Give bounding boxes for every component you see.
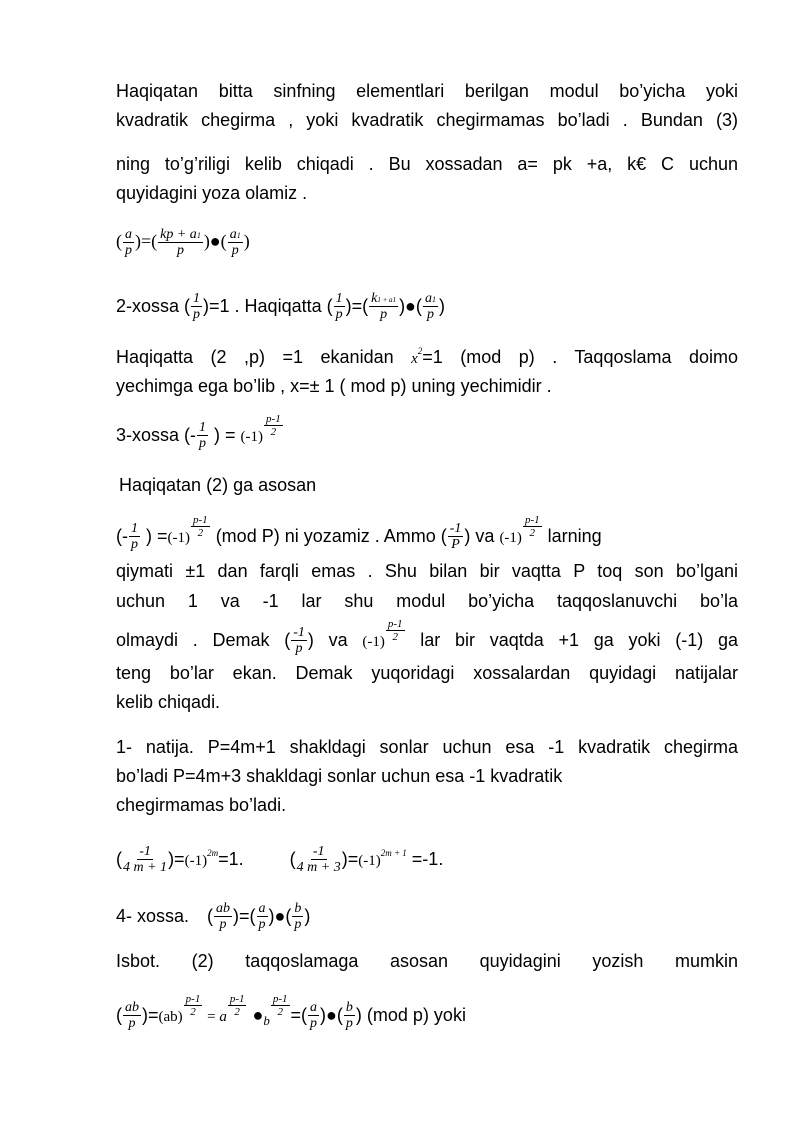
fraction-1-p: $\frac{1}{p}$ (193, 291, 201, 322)
formula-3: ( $\frac{ab}{p}$ )=(ab) $\frac{p-1}{2}$ = a $\frac{p-1}{2}$ $●_b$ $\frac{p-1}{2}$ =( $\frac{a}{p}$ )●( $\frac{b}{p}$ ) (mod p) yoki (116, 993, 466, 1031)
haqiqatan-2: Haqiqatan (2) ga asosan (119, 475, 317, 495)
fraction-1-p-4: $\frac{1}{p}$ (131, 521, 138, 552)
fraction-1-p-3: $\frac{1}{p}$ (199, 420, 207, 451)
fraction-a-p: $\frac{a}{p}$ (125, 227, 132, 258)
natija1-line2: bo’ladi P=4m+3 shakldagi sonlar uchun esa -1 kvadratik (116, 766, 563, 786)
paragraph1-line1: Haqiqatan bitta sinfning elementlari berilgan modul bo’yicha yoki (116, 81, 738, 101)
natija1-line1: 1- natija. P=4m+1 shakldagi sonlar uchun esa -1 kvadratik chegirma (116, 737, 738, 757)
exponent-p-1-2: $\frac{p-1}{2}$ (266, 413, 281, 438)
paragraph1-line4: quyidagini yoza olamiz . (116, 183, 308, 203)
isbot-line: Isbot. (2) taqqoslamaga asosan quyidagini yozish mumkin (116, 951, 738, 971)
natija1-line3: chegirmamas bo’ladi. (116, 795, 287, 815)
formula-2: ( $\frac{-1}{4 m + 1}$ )$=(-1)^{2m}=1$. ( $\frac{-1}{4 m + 3}$ )$=(-1)^{2m + 1} =-1$. (116, 844, 444, 875)
paragraph3-line4: olmaydi . Demak ( $\frac{-1}{p}$ ) va (-1) $\frac{p-1}{2}$ lar bir vaqtda +1 ga yoki (-1) ga (116, 618, 738, 656)
fraction-k1a1-p: $\frac{k1 + a1}{p}$ (371, 291, 397, 322)
paragraph2-line2: yechimga ega bo’lib , x=± 1 ( mod p) uning yechimidir . (116, 376, 552, 396)
paragraph1-line2: kvadratik chegirma , yoki kvadratik chegirmamas bo’ladi . Bundan (3) (116, 110, 738, 130)
paragraph3-line5: teng bo’lar ekan. Demak yuqoridagi xossalardan quyidagi natijalar (116, 663, 738, 683)
xossa-4: 4- xossa. ( $\frac{ab}{p}$ )=( $\frac{a}{p}$ )●( $\frac{b}{p}$ ) (116, 901, 311, 932)
fraction-a1-p-2: $\frac{a1}{p}$ (424, 291, 436, 322)
fraction-a1-p: $\frac{a1}{p}$ (229, 227, 241, 258)
paragraph3-line2: qiymati ±1 dan farqli emas . Shu bilan bir vaqtta P toq son bo’lgani (116, 561, 738, 581)
paragraph2-line1: Haqiqatta (2 ,p) =1 ekanidan $x^2=1$ (mod p) . Taqqoslama doimo (116, 346, 738, 367)
paragraph3-line6: kelib chiqadi. (116, 692, 221, 712)
fraction-1-p-b: $\frac{1}{p}$ (335, 291, 343, 322)
paragraph3-line3: uchun 1 va -1 lar shu modul bo’yicha taqqoslanuvchi bo’la (116, 591, 738, 611)
xossa-2: 2-xossa ( $\frac{1}{p}$ )=1 . Haqiqatta ( $\frac{1}{p}$ )=( $\frac{k1 + a1}{p}$ )●( $\frac{a1}{p}$ ) (116, 291, 445, 322)
paragraph3-line1: (- $\frac{1}{p}$ ) =(-1) $\frac{p-1}{2}$ (mod P) ni yozamiz . Ammo ( $\frac{-1}{P}$ ) va (-1) $\frac{p-1}{2}$ larning (116, 514, 602, 552)
fraction-kp-a1-p: $\frac{kp + a1}{p}$ (160, 227, 201, 258)
formula-1: ( $\frac{a}{p}$ )=( $\frac{kp + a1}{p}$ )●( $\frac{a1}{p}$ ) (116, 227, 250, 258)
paragraph1-line3: ning to’g’riligi kelib chiqadi . Bu xossadan a= pk +a, k€ C uchun (116, 154, 738, 174)
xossa-3: 3-xossa (- $\frac{1}{p}$ ) = (-1) $\frac{p-1}{2}$ (116, 413, 281, 451)
fraction-neg1-P: $\frac{-1}{P}$ (449, 521, 462, 552)
